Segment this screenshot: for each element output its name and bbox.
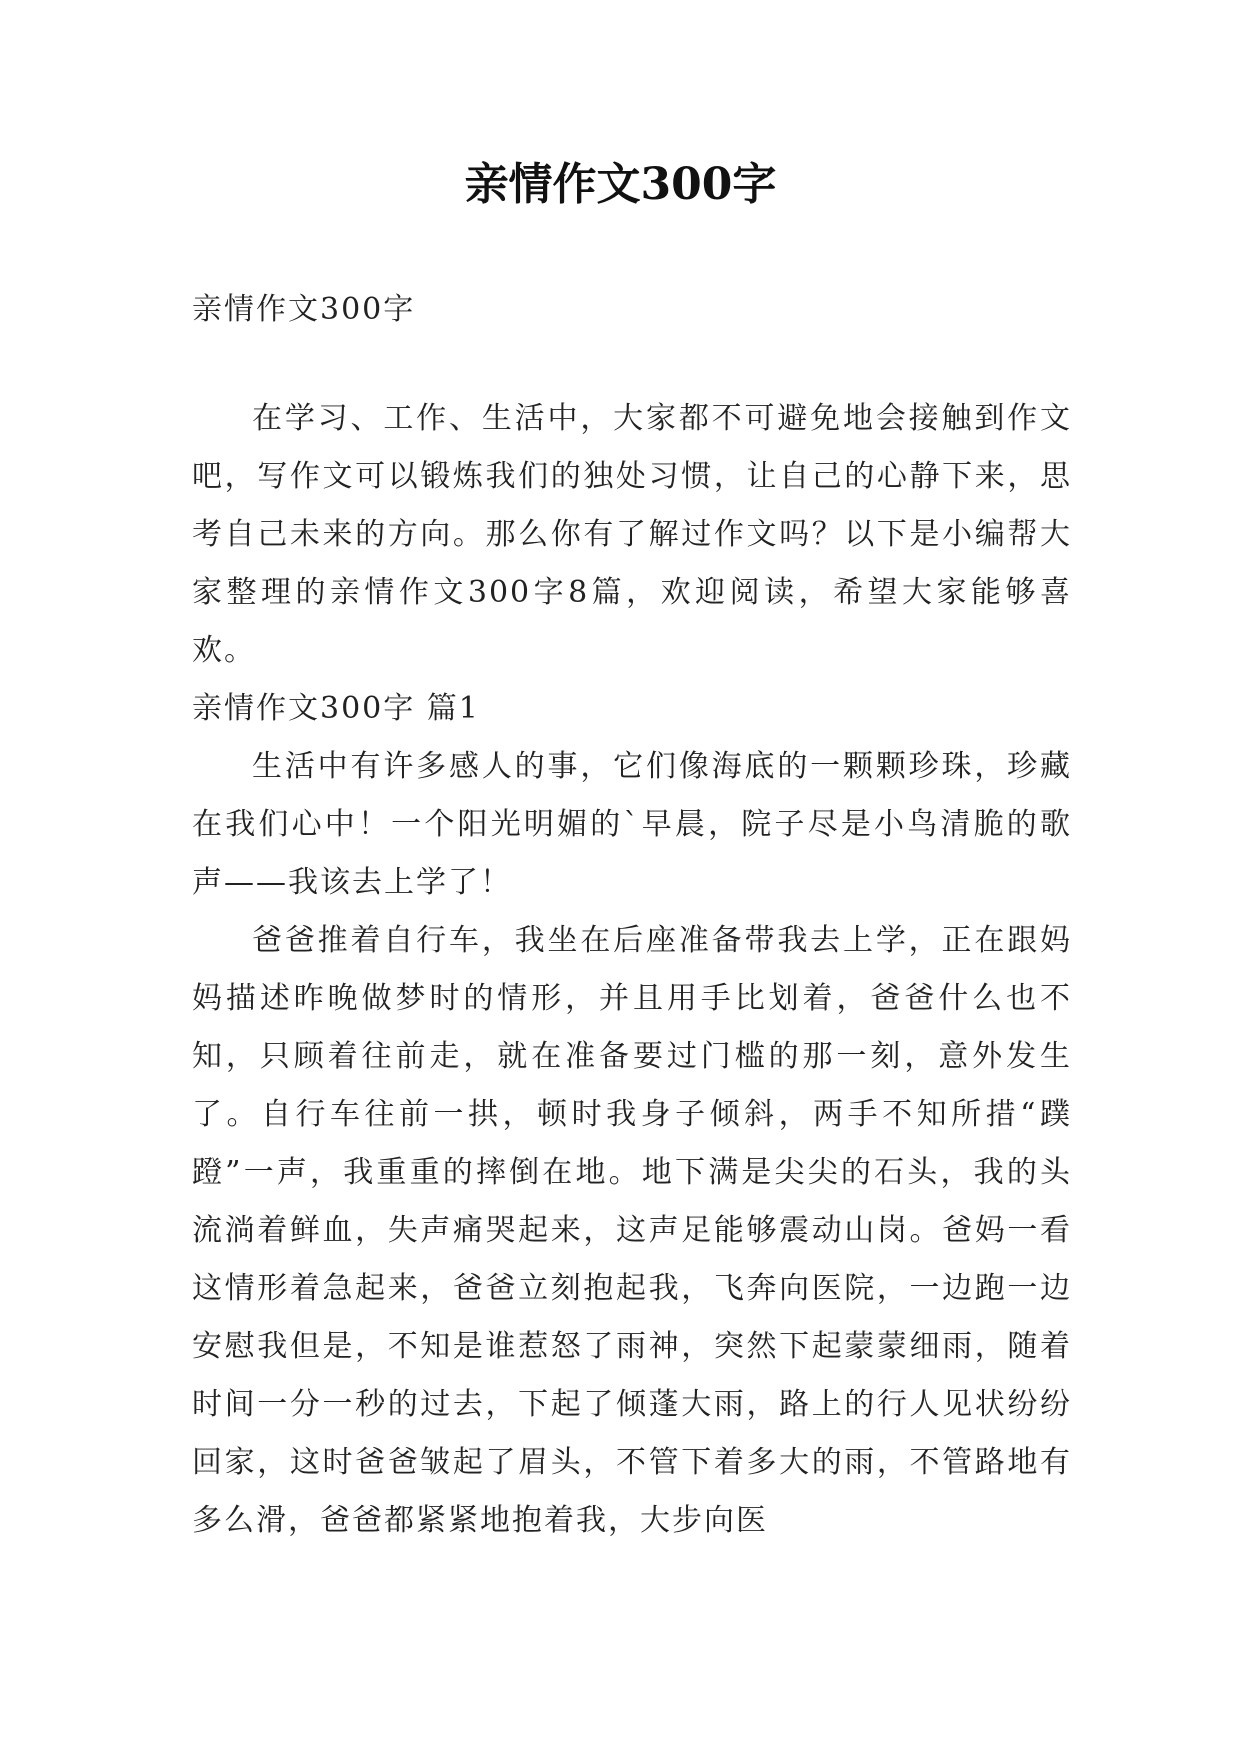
body-paragraph-2: 爸爸推着自行车，我坐在后座准备带我去上学，正在跟妈妈描述昨晚做梦时的情形，并且用手比划着，爸爸什么也不知，只顾着往前走，就在准备要过门槛的那一刻，意外发生了。自行车往前一拱，顿时我身子倾斜，两手不知所措“蹼蹬”一声，我重重的摔倒在地。地下满是尖尖的石头，我的头流淌着鲜血，失声痛哭起来，这声足能够震动山岗。爸妈一看这情形着急起来，爸爸立刻抱起我，飞奔向医院，一边跑一边安慰我但是，不知是谁惹怒了雨神，突然下起蒙蒙细雨，随着时间一分一秒的过去，下起了倾蓬大雨，路上的行人见状纷纷回家，这时爸爸皱起了眉头，不管下着多大的雨，不管路地有多么滑，爸爸都紧紧地抱着我，大步向医 xyxy=(192,923,1072,1538)
document-subtitle: 亲情作文300字 xyxy=(192,292,416,327)
intro-paragraph: 在学习、工作、生活中，大家都不可避免地会接触到作文吧，写作文可以锻炼我们的独处习惯，让自己的心静下来，思考自己未来的方向。那么你有了解过作文吗？以下是小编帮大家整理的亲情作文300字8篇，欢迎阅读，希望大家能够喜欢。 xyxy=(192,401,1072,668)
document-title: 亲情作文300字 xyxy=(464,159,777,210)
body-paragraph-1: 生活中有许多感人的事，它们像海底的一颗颗珍珠，珍藏在我们心中！一个阳光明媚的`早晨，院子尽是小鸟清脆的歌声——我该去上学了！ xyxy=(192,749,1072,900)
section-heading: 亲情作文300字 篇1 xyxy=(192,691,480,726)
document-body xyxy=(192,290,1072,1550)
